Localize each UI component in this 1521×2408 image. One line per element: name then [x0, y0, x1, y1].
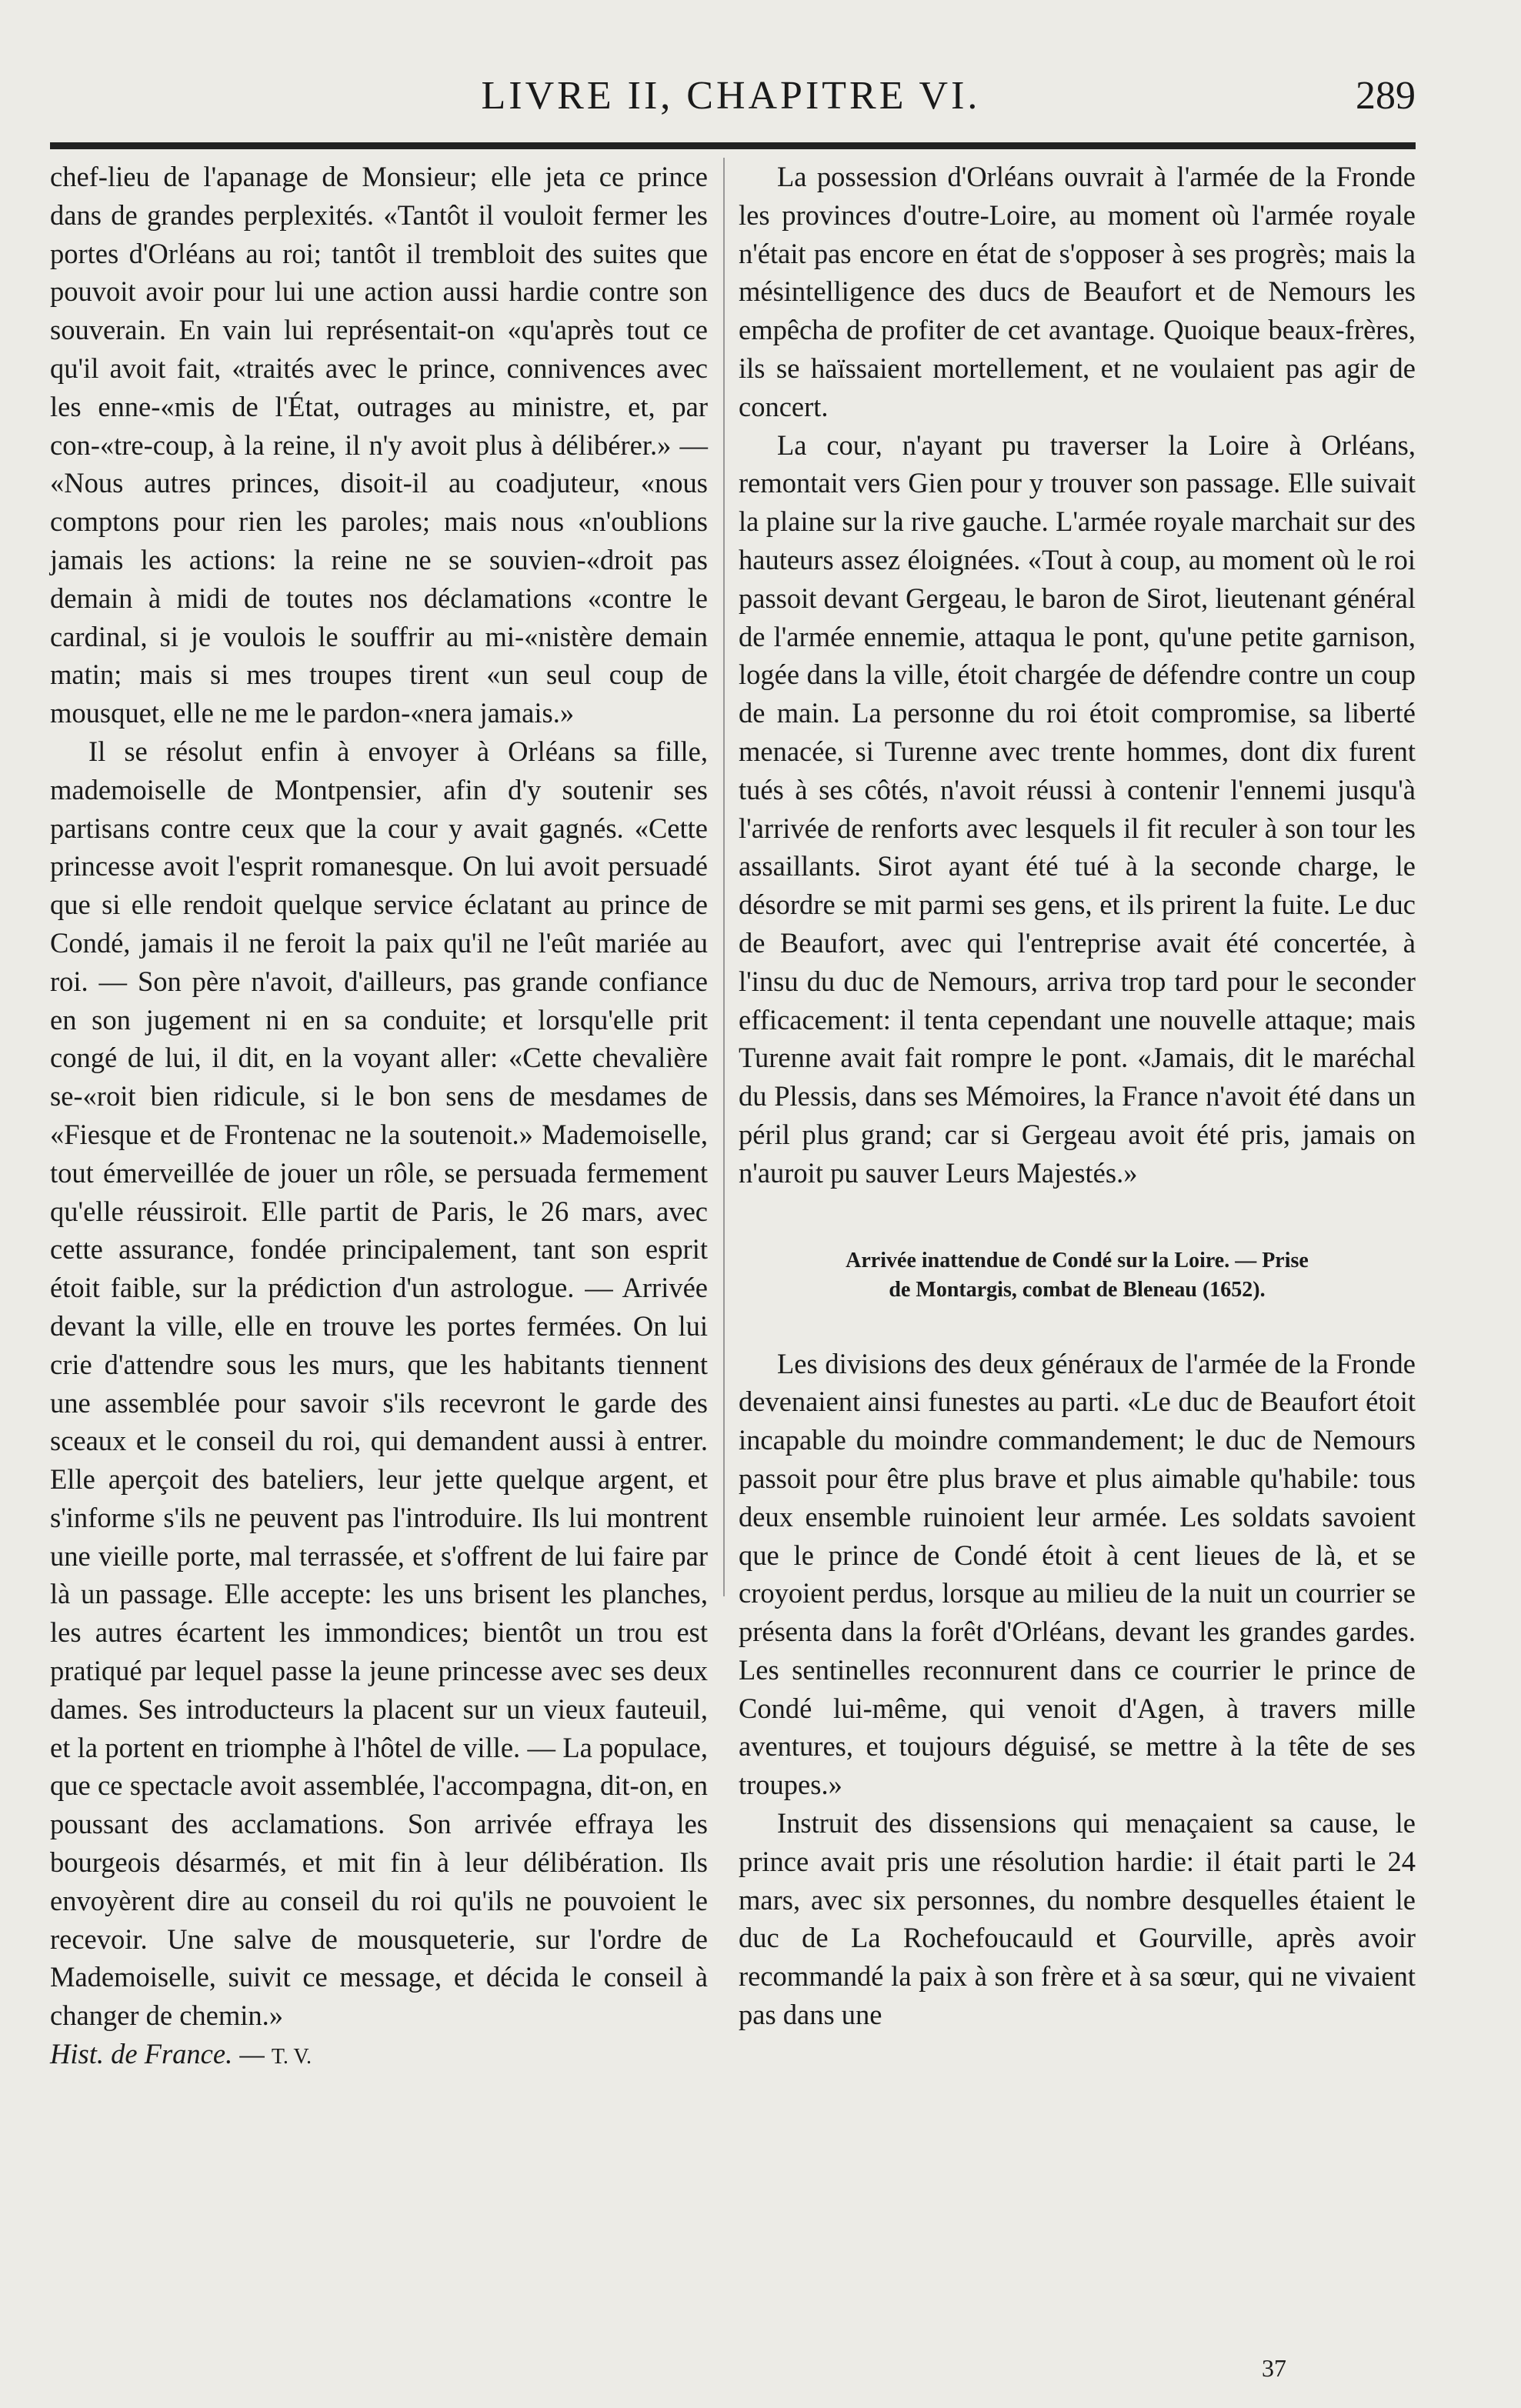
- source-citation: [50, 2035, 708, 2076]
- paragraph: chef-lieu de l'apanage de Monsieur; elle jeta ce prince dans de grandes perplexités. «Tantôt il vouloit fermer les portes d'Orléans au roi; tantôt il trembloit des suites que pouvoit avoir pour lui une action aussi hardie contre son souverain. En vain lui représentait-on «qu'après tout ce qu'il avoit fait, «traités avec le prince, connivences avec les enne-«mis de l'État, outrages au ministre, et, par con-«tre-coup, à la reine, il n'y avoit plus à délibérer.» — «Nous autres princes, disoit-il au coadjuteur, «nous comptons pour rien les paroles; mais nous «n'oublions jamais les actions: la reine ne se souvien-«droit pas demain à midi de toutes nos déclamations «contre le cardinal, si je voulois le souffrir au mi-«nistère demain matin; mais si mes troupes tirent «un seul coup de mousquet, elle ne me le pardon-«nera jamais.»: [50, 161, 708, 729]
- page-header: [46, 73, 1416, 127]
- left-column: [50, 158, 708, 2076]
- source-volume: T. V.: [271, 2045, 312, 2069]
- paragraph: La cour, n'ayant pu traverser la Loire à Orléans, remontait vers Gien pour y trouver son passage. Elle suivait la plaine sur la rive gauche. L'armée royale marchait sur des hauteurs assez éloignées. «Tout à coup, au moment où le roi passoit devant Gergeau, le baron de Sirot, lieutenant général de l'armée ennemie, attaqua le pont, qu'une petite garnison, logée dans la ville, étoit chargée de défendre contre un coup de main. La personne du roi étoit compromise, sa liberté menacée, si Turenne avec trente hommes, dont dix furent tués à ses côtés, n'avoit réussi à contenir l'ennemi jusqu'à l'arrivée de renforts avec lesquels il fit reculer à son tour les assaillants. Sirot ayant été tué à la seconde charge, le désordre se mit parmi ses gens, et ils prirent la fuite. Le duc de Beaufort, avec qui l'entreprise avait été concertée, à l'insu du duc de Nemours, arriva trop tard pour le seconder efficacement: il tenta cependant une nouvelle attaque; mais Turenne avait fait rompre le pont. «Jamais, dit le maréchal du Plessis, dans ses Mémoires, la France n'avoit été dans un péril plus grand; car si Gergeau avoit été pris, jamais on n'auroit pu sauver Leurs Majestés.»: [739, 429, 1416, 1189]
- header-rule: [50, 142, 1416, 149]
- right-column: [739, 158, 1416, 2034]
- paragraph: La possession d'Orléans ouvrait à l'armée de la Fronde les provinces d'outre-Loire, au moment où l'armée royale n'était pas encore en état de s'opposer à ses progrès; mais la mésintelligence des ducs de Beaufort et de Nemours les empêcha de profiter de cet avantage. Quoique beaux-frères, ils se haïssaient mortellement, et ne voulaient pas agir de concert.: [739, 161, 1416, 422]
- section-heading: [746, 1246, 1408, 1305]
- section-heading-line: Arrivée inattendue de Condé sur la Loire. — Prise: [846, 1248, 1309, 1272]
- paragraph: Les divisions des deux généraux de l'armée de la Fronde devenaient ainsi funestes au parti. «Le duc de Beaufort étoit incapable du moindre commandement; le duc de Nemours passoit pour être plus brave et plus aimable qu'habile: tous deux ensemble ruinoient leur armée. Les soldats savoient que le prince de Condé étoit à cent lieues de là, et se croyoient perdus, lorsque au milieu de la nuit un courrier se présenta dans la forêt d'Orléans, devant les grandes gardes. Les sentinelles reconnurent dans ce courrier le prince de Condé lui-même, qui venoit d'Agen, à travers mille aventures, et toujours déguisé, se mettre à la tête de ses troupes.»: [739, 1347, 1416, 1801]
- signature-mark: 37: [1262, 2354, 1286, 2382]
- page-number: 289: [1356, 74, 1416, 118]
- source-title: Hist. de France. —: [50, 2038, 265, 2070]
- section-heading-line: de Montargis, combat de Bleneau (1652).: [889, 1277, 1266, 1302]
- paragraph: Il se résolut enfin à envoyer à Orléans sa fille, mademoiselle de Montpensier, afin d'y soutenir ses partisans contre ceux que la cour y avait gagnés. «Cette princesse avoit l'esprit romanesque. On lui avoit persuadé que si elle rendoit quelque service éclatant au prince de Condé, jamais il ne feroit la paix qu'il ne l'eût mariée au roi. — Son père n'avoit, d'ailleurs, pas grande confiance en son jugement ni en sa conduite; et lorsqu'elle prit congé de lui, il dit, en la voyant aller: «Cette chevalière se-«roit bien ridicule, si le bon sens de mesdames de «Fiesque et de Frontenac ne la soutenoit.» Mademoiselle, tout émerveillée de jouer un rôle, se persuada fermement qu'elle réussiroit. Elle partit de Paris, le 26 mars, avec cette assurance, fondée principalement, tant son esprit étoit faible, sur la prédiction d'un astrologue. — Arrivée devant la ville, elle en trouve les portes fermées. On lui crie d'attendre sous les murs, que les habitants tiennent une assemblée pour savoir s'ils recevront le garde des sceaux et le conseil du roi, qui demandent aussi à entrer. Elle aperçoit des bateliers, leur jette quelque argent, et s'informe s'ils ne peuvent pas l'introduire. Ils lui montrent une vieille porte, mal terrassée, et s'offrent de lui faire par là un passage. Elle accepte: les uns brisent les planches, les autres écartent les immondices; bientôt un trou est pratiqué par lequel passe la jeune princesse avec ses deux dames. Ses introducteurs la placent sur un vieux fauteuil, et la portent en triomphe à l'hôtel de ville. — La populace, que ce spectacle avoit assemblée, l'accompagna, dit-on, en poussant des acclamations. Son arrivée effraya les bourgeois désarmés, et mit fin à leur délibération. Ils envoyèrent dire au conseil du roi qu'ils ne pouvoient le recevoir. Une salve de mousqueterie, sur l'ordre de Mademoiselle, suivit ce message, et décida le conseil à changer de chemin.»: [50, 735, 708, 2032]
- running-head: LIVRE II, CHAPITRE VI.: [481, 74, 981, 118]
- column-divider: [723, 158, 725, 1596]
- paragraph: Instruit des dissensions qui menaçaient sa cause, le prince avait pris une résolution hardie: il était parti le 24 mars, avec six personnes, du nombre desquelles étaient le duc de La Rochefoucauld et Gourville, après avoir recommandé la paix à son frère et à sa sœur, qui ne vivaient pas dans une: [739, 1807, 1416, 2031]
